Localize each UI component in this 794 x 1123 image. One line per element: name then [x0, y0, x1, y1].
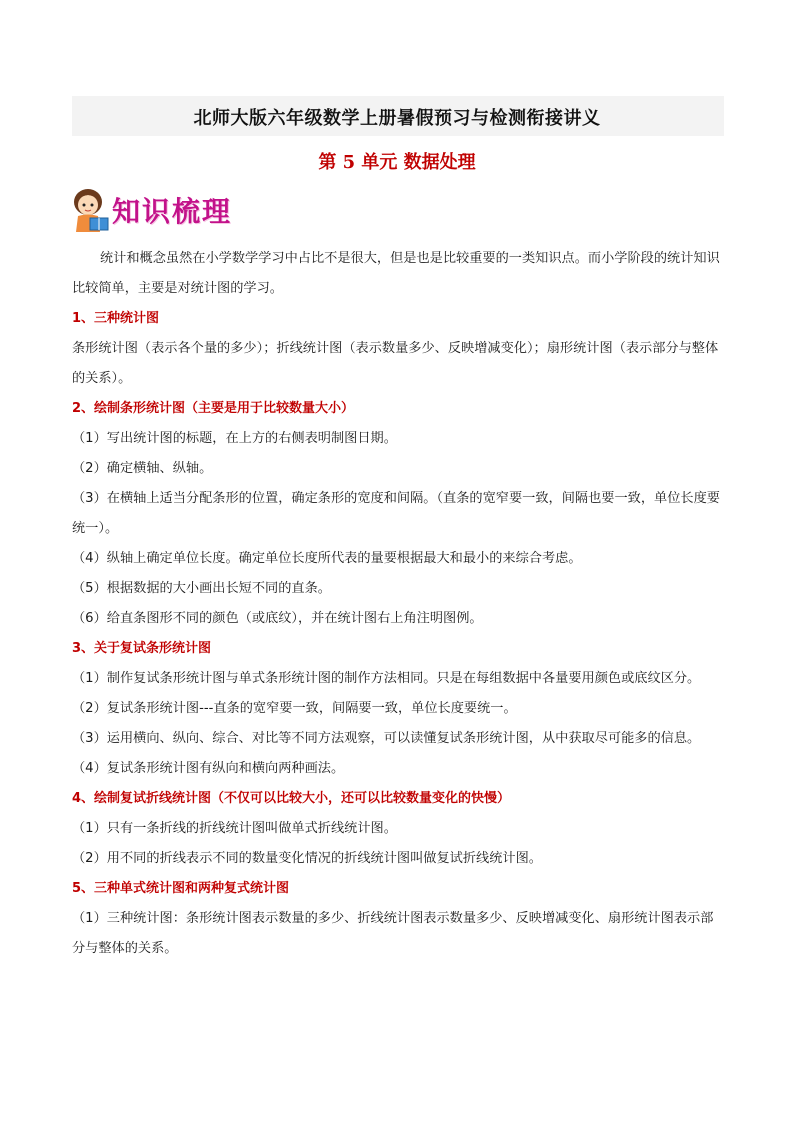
list-item: （6）给直条图形不同的颜色（或底纹），并在统计图右上角注明图例。: [72, 611, 483, 626]
knowledge-banner: [70, 186, 310, 234]
girl-reading-icon: [70, 186, 114, 234]
list-item: 条形统计图（表示各个量的多少）；折线统计图（表示数量多少、反映增减变化）；扇形统计图（表示部分与整体的关系）。: [72, 341, 719, 386]
list-item: （4）复试条形统计图有纵向和横向两种画法。: [72, 761, 345, 776]
section-heading: 4、绘制复试折线统计图（不仅可以比较大小，还可以比较数量变化的快慢）: [72, 791, 511, 806]
list-item: （1）制作复试条形统计图与单式条形统计图的制作方法相同。只是在每组数据中各量要用颜色或底纹区分。: [72, 671, 701, 686]
section-heading: 5、三种单式统计图和两种复式统计图: [72, 881, 290, 896]
document-title: 北师大版六年级数学上册暑假预习与检测衔接讲义: [193, 108, 601, 129]
list-item: （1）只有一条折线的折线统计图叫做单式折线统计图。: [72, 821, 397, 836]
unit-title: 第 5 单元 数据处理: [318, 152, 476, 173]
section-heading: 2、绘制条形统计图（主要是用于比较数量大小）: [72, 401, 355, 416]
list-item: （1）写出统计图的标题，在上方的右侧表明制图日期。: [72, 431, 397, 446]
list-item: （2）确定横轴、纵轴。: [72, 461, 213, 476]
intro-paragraph: 统计和概念虽然在小学数学学习中占比不是很大，但是也是比较重要的一类知识点。而小学阶段的统计知识比较简单，主要是对统计图的学习。: [72, 251, 720, 296]
list-item: （4）纵轴上确定单位长度。确定单位长度所代表的量要根据最大和最小的来综合考虑。: [72, 551, 582, 566]
banner-title: 知识梳理: [112, 195, 233, 228]
list-item: （2）复试条形统计图---直条的宽窄要一致，间隔要一致，单位长度要统一。: [72, 701, 517, 716]
list-item: （5）根据数据的大小画出长短不同的直条。: [72, 581, 331, 596]
list-item: （1）三种统计图：条形统计图表示数量的多少、折线统计图表示数量多少、反映增减变化、扇形统计图表示部分与整体的关系。: [72, 911, 714, 956]
content-body: [72, 244, 724, 964]
section-heading: 1、三种统计图: [72, 311, 160, 326]
list-item: （3）在横轴上适当分配条形的位置，确定条形的宽度和间隔。（直条的宽窄要一致，间隔也要一致，单位长度要统一）。: [72, 491, 720, 536]
list-item: （3）运用横向、纵向、综合、对比等不同方法观察，可以读懂复试条形统计图，从中获取尽可能多的信息。: [72, 731, 701, 746]
section-heading: 3、关于复试条形统计图: [72, 641, 212, 656]
list-item: （2）用不同的折线表示不同的数量变化情况的折线统计图叫做复试折线统计图。: [72, 851, 542, 866]
